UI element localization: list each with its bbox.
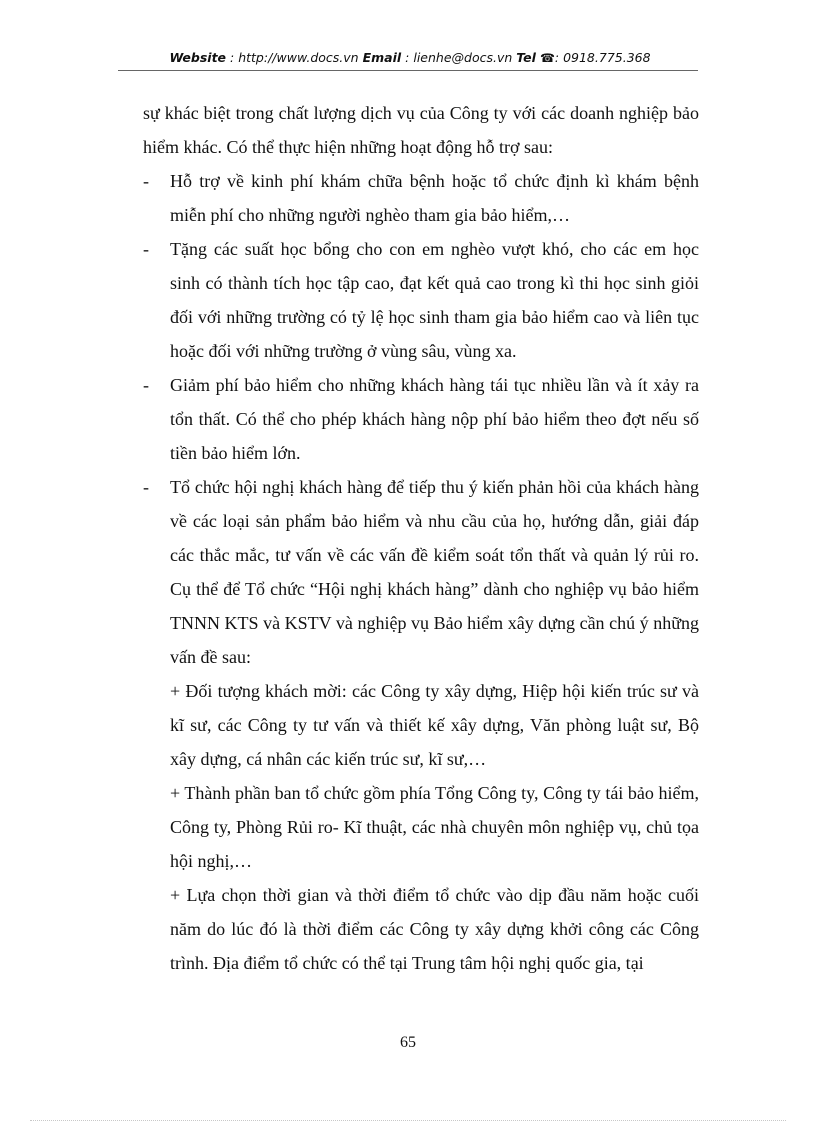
bullet-text: Hỗ trợ về kinh phí khám chữa bệnh hoặc tổ chức định kì khám bệnh miễn phí cho những người nghèo tham gia bảo hiểm,…	[170, 171, 699, 225]
bullet-marker: -	[143, 171, 149, 191]
sub-item-timing: + Lựa chọn thời gian và thời điểm tổ chức vào dịp đầu năm hoặc cuối năm do lúc đó là thời điểm các Công ty xây dựng khởi công các Công trình. Địa điểm tổ chức có thể tại Trung tâm hội nghị quốc gia, tại	[170, 885, 699, 973]
bullet-item	[143, 232, 699, 368]
sub-item-guests: + Đối tượng khách mời: các Công ty xây dựng, Hiệp hội kiến trúc sư và kĩ sư, các Công ty tư vấn và thiết kế xây dựng, Văn phòng luật sư, Bộ xây dựng, cá nhân các kiến trúc sư, kĩ sư,…	[170, 681, 699, 769]
tel-value: : 0918.775.368	[554, 50, 651, 65]
website-label: Website	[169, 50, 227, 65]
website-value: : http://www.docs.vn	[230, 50, 359, 65]
bullet-marker: -	[143, 375, 149, 395]
bullet-marker: -	[143, 477, 149, 497]
sub-item-organizers: + Thành phần ban tổ chức gồm phía Tổng Công ty, Công ty tái bảo hiểm, Công ty, Phòng Rủi ro- Kĩ thuật, các nhà chuyên môn nghiệp vụ, chủ tọa hội nghị,…	[170, 783, 699, 871]
email-value: : lienhe@docs.vn	[405, 50, 513, 65]
bullet-item	[143, 470, 699, 674]
email-label: Email	[362, 50, 402, 65]
bullet-text: Tặng các suất học bổng cho con em nghèo vượt khó, cho các em học sinh có thành tích học tập cao, đạt kết quả cao trong kì thi học sinh giỏi đối với những trường có tỷ lệ học sinh tham gia bảo hiểm cao và liên tục hoặc đối với những trường ở vùng sâu, vùng xa.	[170, 239, 699, 361]
bullet-item	[143, 164, 699, 232]
header-divider	[118, 70, 698, 71]
bullet-marker: -	[143, 239, 149, 259]
tel-label: Tel	[516, 50, 536, 65]
bullet-text: Giảm phí bảo hiểm cho những khách hàng tái tục nhiều lần và ít xảy ra tổn thất. Có thể cho phép khách hàng nộp phí bảo hiểm theo đợt nếu số tiền bảo hiểm lớn.	[170, 375, 699, 463]
intro-paragraph: sự khác biệt trong chất lượng dịch vụ của Công ty với các doanh nghiệp bảo hiểm khác. Có thể thực hiện những hoạt động hỗ trợ sau:	[143, 103, 699, 157]
phone-icon: ☎	[539, 51, 555, 65]
document-body	[143, 96, 699, 980]
page-bottom-divider	[30, 1120, 786, 1121]
bullet-item	[143, 368, 699, 470]
page-header	[120, 50, 700, 65]
page-number: 65	[400, 1034, 416, 1051]
bullet-text: Tổ chức hội nghị khách hàng để tiếp thu ý kiến phản hồi của khách hàng về các loại sản phẩm bảo hiểm và nhu cầu của họ, hướng dẫn, giải đáp các thắc mắc, tư vấn về các vấn đề kiểm soát tổn thất và quản lý rủi ro. Cụ thể để Tổ chức “Hội nghị khách hàng” dành cho nghiệp vụ bảo hiểm TNNN KTS và KSTV và nghiệp vụ Bảo hiểm xây dựng cần chú ý những vấn đề sau:	[170, 477, 699, 667]
